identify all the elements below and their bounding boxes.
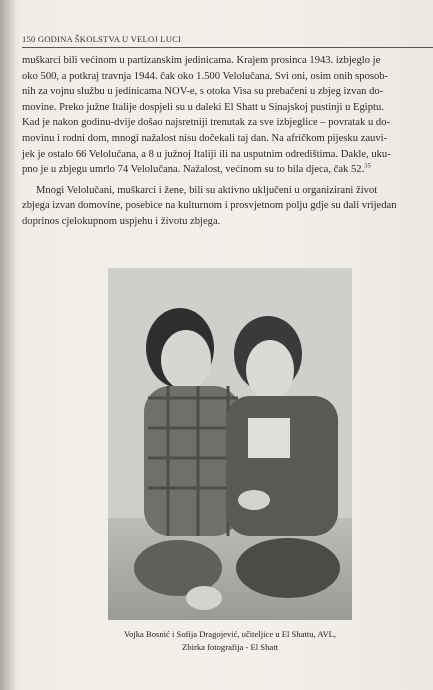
text-line: movinu i rodni dom, mnogi nažalost nisu dočekali taj dan. Na afričkom pijesku zauvi- xyxy=(22,132,388,144)
text-line: movine. Preko južne Italije dospjeli su u daleki El Shatt u Sinajskoj pustinji u Egiptu. xyxy=(22,101,384,113)
header-rule xyxy=(22,47,433,48)
text-line: oko 500, a potkraj travnja 1944. čak oko 1.500 Velolučana. Svi oni, osim onih sposob- xyxy=(22,70,389,82)
photo-illustration xyxy=(108,268,352,620)
text-line-content: pno je u zbjegu umrlo 74 Velolučana. Nažalost, većinom su to bila djeca, čak 52. xyxy=(22,164,365,176)
text-line: Kad je nakon godinu-dvije došao najsretniji trenutak za sve izbjeglice – povratak u do- xyxy=(22,117,391,129)
text-line: zbjega izvan domovine, posebice na kulturnom i prosvjetnom polju gdje su dali vrijedan xyxy=(22,200,397,212)
body-text xyxy=(22,53,433,230)
text-line: muškarci bili većinom u partizanskim jedinicama. Krajem prosinca 1943. izbjeglo je xyxy=(22,55,381,66)
text-line: doprinos cjelokupnom uspjehu i životu zbjega. xyxy=(22,215,221,227)
text-line xyxy=(22,162,433,178)
running-head: 150 GODINA ŠKOLSTVA U VELOJ LUCI xyxy=(22,34,182,44)
historical-photograph xyxy=(108,268,352,620)
footnote-ref: 35 xyxy=(364,162,371,170)
gutter-shadow xyxy=(0,0,16,690)
caption-line: Zbirka fotografija - El Shatt xyxy=(182,642,278,652)
text-line: Mnogi Velolučani, muškarci i žene, bili su aktivno uključeni u organizirani život xyxy=(36,184,378,196)
text-line: jek je ostalo 66 Velolučana, a 8 u južnoj Italiji ili na usputnim odredištima. Dakle, uku- xyxy=(22,148,391,160)
text-line: nih za vojnu službu u jedinicama NOV-e, s otoka Visa su prebačeni u zbjeg izvan do- xyxy=(22,86,384,98)
caption-line: Vojka Bosnić i Sofija Dragojević, učiteljice u El Shattu, AVL, xyxy=(123,629,337,639)
photo-caption xyxy=(60,628,400,654)
